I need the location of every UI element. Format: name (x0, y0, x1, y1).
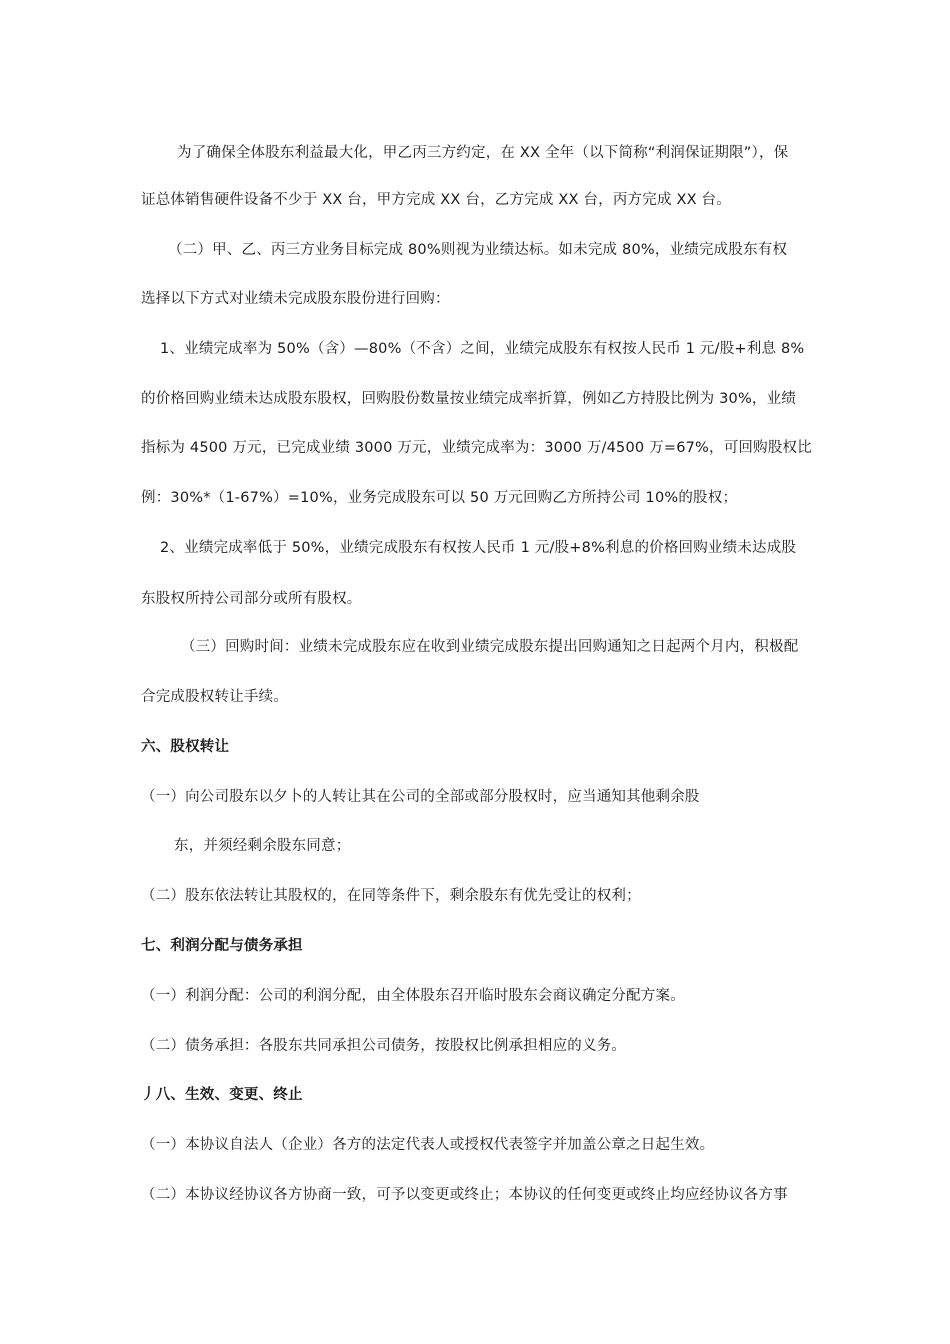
paragraph-3-line-1: （三）回购时间：业绩未完成股东应在收到业绩完成股东提出回购通知之日起两个月内，积极配 (181, 639, 799, 655)
item-1-line-3: 指标为 4500 万元，已完成业绩 3000 万元，业绩完成率为：3000 万/4500 万=67%，可回购股权比 (141, 440, 812, 456)
item-1-line-1: 1、业绩完成率为 50%（含）—80%（不含）之间，业绩完成股东有权按人民币 1 元/股+利息 8% (160, 341, 805, 357)
paragraph-1-line-2: 证总体销售硬件设备不少于 XX 台，甲方完成 XX 台，乙方完成 XX 台，丙方完成 XX 台。 (141, 192, 731, 208)
section-6-clause-2: （二）股东依法转让其股权的，在同等条件下，剩余股东有优先受让的权利； (141, 888, 641, 904)
item-2-line-1: 2、业绩完成率低于 50%，业绩完成股东有权按人民币 1 元/股+8%利息的价格回购业绩未达成股 (160, 540, 797, 556)
item-2-line-2: 东股权所持公司部分或所有股权。 (141, 591, 362, 607)
paragraph-1-line-1: 为了确保全体股东利益最大化，甲乙丙三方约定，在 XX 全年（以下简称“利润保证期限”），保 (177, 145, 789, 161)
section-7-clause-1: （一）利润分配：公司的利润分配，由全体股东召开临时股东会商议确定分配方案。 (141, 988, 685, 1004)
paragraph-3-line-2: 合完成股权转让手续。 (141, 689, 288, 705)
item-1-line-4: 例：30%*（1-67%）=10%，业务完成股东可以 50 万元回购乙方所持公司 10%的股权； (141, 490, 738, 506)
paragraph-2-line-1: （二）甲、乙、丙三方业务目标完成 80%则视为业绩达标。如未完成 80%，业绩完成股东有权 (168, 242, 788, 258)
paragraph-2-line-2: 选择以下方式对业绩未完成股东股份进行回购： (141, 291, 450, 307)
section-6-clause-1-line-2: 东，并须经剩余股东同意； (174, 838, 351, 854)
section-6-clause-1-line-1: （一）向公司股东以夕卜的人转让其在公司的全部或部分股权时，应当通知其他剩余股 (141, 789, 700, 805)
section-6-heading: 六、股权转让 (141, 739, 230, 755)
section-8-clause-1: （一）本协议自法人（企业）各方的法定代表人或授权代表签字并加盖公章之日起生效。 (141, 1137, 715, 1153)
section-8-heading: 丿八、生效、变更、终止 (141, 1087, 303, 1103)
section-7-heading: 七、利润分配与债务承担 (141, 938, 303, 954)
section-7-clause-2: （二）债务承担：各股东共同承担公司债务，按股权比例承担相应的义务。 (141, 1038, 627, 1054)
item-1-line-2: 的价格回购业绩未达成股东股权，回购股份数量按业绩完成率折算，例如乙方持股比例为 30%，业绩 (141, 391, 797, 407)
section-8-clause-2: （二）本协议经协议各方协商一致，可予以变更或终止；本协议的任何变更或终止均应经协议各方事 (141, 1187, 788, 1203)
